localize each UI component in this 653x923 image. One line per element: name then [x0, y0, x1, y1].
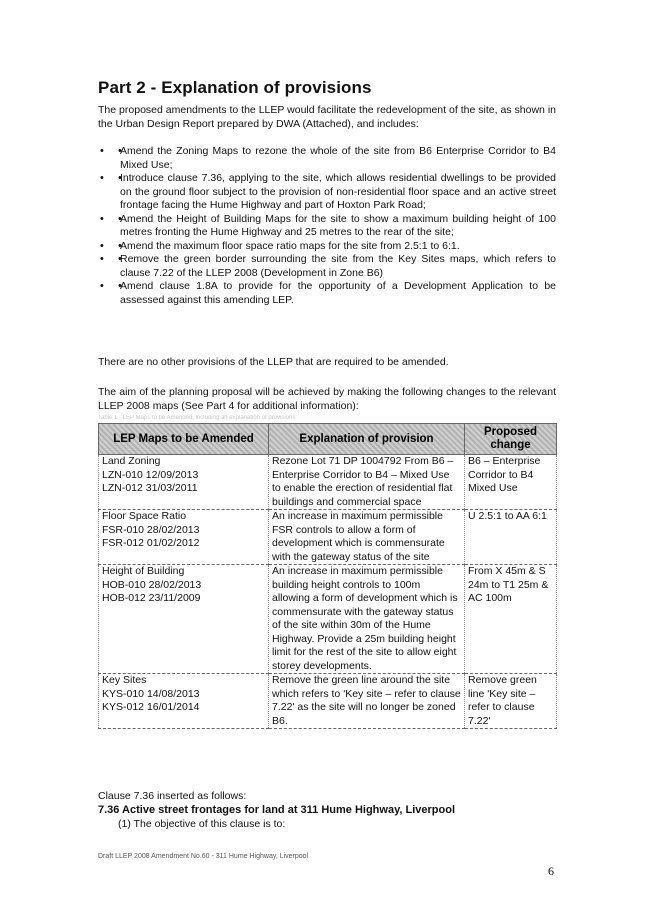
table-row — [99, 674, 557, 729]
amendment-item: • • Amend the maximum floor space ratio maps for the site from 2.5:1 to 6:1. — [98, 240, 556, 254]
table-row — [99, 455, 557, 510]
other-provisions-paragraph: There are no other provisions of the LLEP that are required to be amended. — [98, 356, 449, 368]
clause-objective: (1) The objective of this clause is to: — [118, 818, 286, 830]
bullet-icon: • • — [100, 280, 104, 292]
header-proposed-change: Proposed change — [465, 424, 557, 455]
bullet-icon: • • — [100, 253, 104, 265]
clause-heading: 7.36 Active street frontages for land at 311 Hume Highway, Liverpool — [98, 804, 455, 816]
amendment-item: • • Amend the Zoning Maps to rezone the whole of the site from B6 Enterprise Corridor to B4 Mixed Use; — [98, 145, 556, 172]
map-cell: Key Sites KYS-010 14/08/2013 KYS-012 16/01/2014 — [99, 674, 269, 729]
aim-paragraph: The aim of the planning proposal will be achieved by making the following changes to the relevant LLEP 2008 maps (See Part 4 for additional information): — [98, 386, 556, 412]
explanation-cell: Remove the green line around the site which refers to 'Key site – refer to clause 7.22' as the site will no longer be zoned B6. — [269, 674, 465, 729]
amendment-item: • • Introduce clause 7.36, applying to the site, which allows residential dwellings to be provided on the ground floor subject to the provision of non-residential floor space and an active street frontage facing the Hume Highway and part of Hoxton Park Road; — [98, 172, 556, 213]
clause-inserted-line: Clause 7.36 inserted as follows: — [98, 790, 247, 802]
change-cell: From X 45m & S 24m to T1 25m & AC 100m — [465, 565, 557, 674]
intro-paragraph: The proposed amendments to the LLEP would facilitate the redevelopment of the site, as shown in the Urban Design Report prepared by DWA (Attached), and includes: — [98, 104, 556, 130]
explanation-cell: Rezone Lot 71 DP 1004792 From B6 – Enterprise Corridor to B4 – Mixed Use to enable the erection of residential flat buildings and commercial space — [269, 455, 465, 510]
amendment-item: • • Amend the Height of Building Maps for the site to show a maximum building height of 100 metres fronting the Hume Highway and 25 metres to the rear of the site; — [98, 213, 556, 240]
map-cell: Height of Building HOB-010 28/02/2013 HOB-012 23/11/2009 — [99, 565, 269, 674]
amendment-item: • • Amend clause 1.8A to provide for the opportunity of a Development Application to be assessed against this amending LEP. — [98, 280, 556, 307]
bullet-icon: • • — [100, 172, 104, 184]
explanation-cell: An increase in maximum permissible building height controls to 100m allowing a form of development which is commensurate with the gateway status of the site within 30m of the Hume Highway. Provide a 25m building height limit for the rest of the site to allow eight storey developments. — [269, 565, 465, 674]
explanation-cell: An increase in maximum permissible FSR controls to allow a form of development which is commensurate with the gateway status of the site — [269, 510, 465, 565]
bullet-icon: • • — [100, 239, 104, 252]
map-cell: Floor Space Ratio FSR-010 28/02/2013 FSR-012 01/02/2012 — [99, 510, 269, 565]
amendment-item: • • Remove the green border surrounding the site from the Key Sites maps, which refers to clause 7.22 of the LLEP 2008 (Development in Zone B6) — [98, 253, 556, 280]
table-header-row — [99, 424, 557, 455]
table-row — [99, 510, 557, 565]
section-heading: Part 2 - Explanation of provisions — [98, 78, 372, 97]
header-explanation: Explanation of provision — [269, 424, 465, 455]
change-cell: U 2.5:1 to AA 6:1 — [465, 510, 557, 565]
page-number: 6 — [548, 864, 554, 878]
bullet-icon: • • — [100, 212, 104, 225]
change-cell: Remove green line 'Key site – refer to clause 7.22' — [465, 674, 557, 729]
header-lep-maps: LEP Maps to be Amended — [99, 424, 269, 455]
change-cell: B6 – Enterprise Corridor to B4 Mixed Use — [465, 455, 557, 510]
amendments-list — [98, 145, 556, 307]
table-row — [99, 565, 557, 674]
bullet-icon: • • — [100, 145, 104, 157]
page-footer: Draft LLEP 2008 Amendment No.60 - 311 Hume Highway, Liverpool — [98, 853, 309, 860]
lep-maps-table — [98, 423, 557, 729]
map-cell: Land Zoning LZN-010 12/09/2013 LZN-012 31/03/2011 — [99, 455, 269, 510]
table-caption: Table 1 - LEP Maps to be Amended, including an explanation of provisions — [98, 415, 296, 421]
